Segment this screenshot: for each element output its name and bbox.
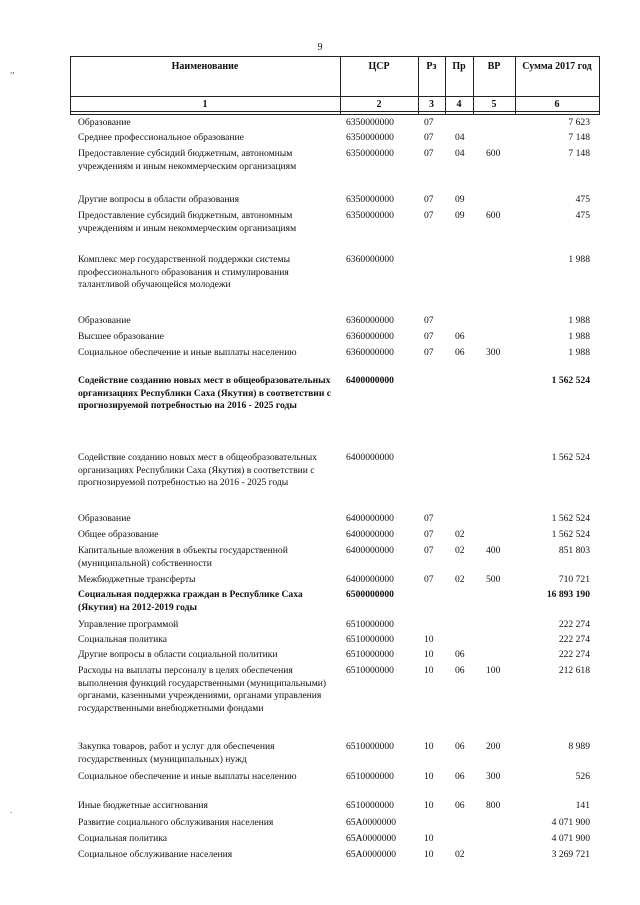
row-csr: 6350000000 — [346, 117, 394, 128]
row-rz: 07 — [424, 315, 434, 326]
row-csr: 6510000000 — [346, 771, 394, 782]
row-csr: 6350000000 — [346, 210, 394, 221]
row-rz: 10 — [424, 800, 434, 811]
row-sum: 212 618 — [558, 665, 590, 676]
row-sum: 1 988 — [568, 315, 590, 326]
row-rz: 10 — [424, 771, 434, 782]
row-sum: 710 721 — [558, 574, 590, 585]
row-sum: 851 803 — [558, 545, 590, 556]
row-sum: 1 988 — [568, 331, 590, 342]
row-rz: 07 — [424, 132, 434, 143]
column-number: 1 — [202, 99, 208, 110]
row-csr: 6400000000 — [346, 574, 394, 585]
row-pr: 09 — [455, 194, 465, 205]
column-number: 6 — [554, 99, 560, 110]
row-csr: 6360000000 — [346, 347, 394, 358]
row-name: Закупка товаров, работ и услуг для обеспечения государственных (муниципальных) нужд — [78, 741, 275, 765]
row-sum: 7 623 — [568, 117, 590, 128]
row-sum: 1 562 524 — [551, 452, 590, 463]
row-pr: 04 — [455, 132, 465, 143]
row-sum: 222 274 — [558, 619, 590, 630]
header-csr: ЦСР — [368, 61, 390, 72]
scan-mark: . — [10, 805, 13, 815]
row-name: Высшее образование — [78, 331, 164, 342]
row-sum: 1 562 524 — [551, 375, 590, 386]
row-name: Содействие созданию новых мест в общеобразовательных организациях Республики Саха (Якутия) в соответствии с прогнозируемой потребностью на 2016 - 2025 годы — [78, 452, 318, 489]
row-csr: 6400000000 — [346, 545, 394, 556]
row-name: Управление программой — [78, 619, 179, 630]
row-sum: 1 562 524 — [551, 513, 590, 524]
row-name: Расходы на выплаты персоналу в целях обеспечения выполнения функций государственными (муниципальными) органами, казенными учреждениями, органами управления государственными внебюджетными фондами — [78, 665, 327, 714]
row-csr: 6360000000 — [346, 254, 394, 265]
row-rz: 07 — [424, 513, 434, 524]
row-name: Предоставление субсидий бюджетным, автономным учреждениям и иным некоммерческим организациям — [78, 210, 297, 234]
row-rz: 10 — [424, 665, 434, 676]
header-pr: Пр — [452, 61, 466, 72]
row-csr: 65А0000000 — [346, 849, 397, 860]
row-name: Образование — [78, 315, 131, 326]
row-vr: 800 — [486, 800, 501, 811]
row-name: Социальное обеспечение и иные выплаты населению — [78, 771, 297, 782]
row-name: Содействие созданию новых мест в общеобразовательных организациях Республики Саха (Якутия) в соответствии с прогнозируемой потребностью на 2016 - 2025 годы — [78, 375, 331, 412]
row-csr: 65А0000000 — [346, 817, 397, 828]
row-rz: 07 — [424, 117, 434, 128]
row-pr: 02 — [455, 529, 465, 540]
row-name: Капитальные вложения в объекты государственной (муниципальной) собственности — [78, 545, 288, 569]
column-number: 3 — [429, 99, 434, 110]
row-rz: 07 — [424, 194, 434, 205]
row-sum: 8 989 — [568, 741, 590, 752]
row-name: Социальная политика — [78, 634, 167, 645]
row-name: Общее образование — [78, 529, 159, 540]
header-rz: Рз — [426, 61, 437, 72]
row-rz: 10 — [424, 741, 434, 752]
row-csr: 6400000000 — [346, 452, 394, 463]
row-name: Образование — [78, 117, 131, 128]
row-pr: 06 — [455, 347, 465, 358]
row-name: Социальная поддержка граждан в Республике Саха (Якутия) на 2012-2019 годы — [78, 589, 303, 613]
row-sum: 7 148 — [568, 132, 590, 143]
row-sum: 1 562 524 — [551, 529, 590, 540]
row-sum: 475 — [575, 194, 590, 205]
scan-mark: ,, — [10, 65, 15, 75]
row-rz: 07 — [424, 331, 434, 342]
row-vr: 300 — [486, 347, 501, 358]
row-name: Другие вопросы в области образования — [78, 194, 240, 205]
row-name: Социальное обслуживание населения — [78, 849, 233, 860]
row-rz: 07 — [424, 545, 434, 556]
row-name: Социальная политика — [78, 833, 167, 844]
row-csr: 6350000000 — [346, 194, 394, 205]
row-pr: 04 — [455, 148, 465, 159]
row-pr: 02 — [455, 574, 465, 585]
row-csr: 6510000000 — [346, 619, 394, 630]
row-pr: 02 — [455, 849, 465, 860]
row-csr: 6350000000 — [346, 148, 394, 159]
row-csr: 6350000000 — [346, 132, 394, 143]
row-pr: 06 — [455, 771, 465, 782]
row-sum: 3 269 721 — [551, 849, 590, 860]
row-pr: 06 — [455, 331, 465, 342]
row-csr: 6510000000 — [346, 665, 394, 676]
row-vr: 600 — [486, 148, 501, 159]
row-rz: 10 — [424, 634, 434, 645]
row-csr: 6510000000 — [346, 741, 394, 752]
page-number: 9 — [317, 42, 323, 53]
row-sum: 16 893 190 — [546, 589, 590, 600]
row-name: Межбюджетные трансферты — [78, 574, 196, 585]
row-sum: 526 — [575, 771, 590, 782]
row-vr: 100 — [486, 665, 501, 676]
row-csr: 6510000000 — [346, 649, 394, 660]
row-sum: 475 — [575, 210, 590, 221]
row-csr: 6510000000 — [346, 800, 394, 811]
row-rz: 07 — [424, 347, 434, 358]
row-vr: 500 — [486, 574, 501, 585]
row-name: Другие вопросы в области социальной политики — [78, 649, 278, 660]
row-pr: 09 — [455, 210, 465, 221]
row-pr: 06 — [455, 665, 465, 676]
row-rz: 10 — [424, 849, 434, 860]
row-name: Иные бюджетные ассигнования — [78, 800, 208, 811]
row-pr: 06 — [455, 741, 465, 752]
row-sum: 141 — [575, 800, 590, 811]
row-vr: 400 — [486, 545, 501, 556]
row-vr: 300 — [486, 771, 501, 782]
column-number-row — [70, 96, 600, 115]
row-sum: 4 071 900 — [551, 833, 590, 844]
row-pr: 06 — [455, 649, 465, 660]
header-name: Наименование — [171, 61, 239, 72]
row-pr: 06 — [455, 800, 465, 811]
row-rz: 07 — [424, 529, 434, 540]
header-sum: Сумма 2017 год — [522, 61, 592, 72]
row-csr: 65А0000000 — [346, 833, 397, 844]
row-sum: 222 274 — [558, 634, 590, 645]
column-number: 5 — [491, 99, 497, 110]
row-name: Комплекс мер государственной поддержки системы профессионального образования и стимулирования талантливой обучающейся молодежи — [78, 254, 291, 291]
row-pr: 02 — [455, 545, 465, 556]
row-sum: 4 071 900 — [551, 817, 590, 828]
row-rz: 10 — [424, 649, 434, 660]
row-csr: 6400000000 — [346, 375, 394, 386]
row-rz: 10 — [424, 833, 434, 844]
header-vr: ВР — [487, 61, 501, 72]
row-rz: 07 — [424, 574, 434, 585]
column-number: 2 — [376, 99, 382, 110]
row-csr: 6500000000 — [346, 589, 394, 600]
row-name: Развитие социального обслуживания населения — [78, 817, 274, 828]
row-rz: 07 — [424, 148, 434, 159]
row-name: Образование — [78, 513, 131, 524]
row-sum: 7 148 — [568, 148, 590, 159]
row-vr: 200 — [486, 741, 501, 752]
row-csr: 6360000000 — [346, 331, 394, 342]
row-name: Социальное обеспечение и иные выплаты населению — [78, 347, 297, 358]
row-name: Среднее профессиональное образование — [78, 132, 244, 143]
row-name: Предоставление субсидий бюджетным, автономным учреждениям и иным некоммерческим организациям — [78, 148, 297, 172]
column-number: 4 — [456, 99, 462, 110]
row-sum: 1 988 — [568, 347, 590, 358]
row-csr: 6400000000 — [346, 513, 394, 524]
row-sum: 222 274 — [558, 649, 590, 660]
row-vr: 600 — [486, 210, 501, 221]
row-csr: 6510000000 — [346, 634, 394, 645]
row-csr: 6360000000 — [346, 315, 394, 326]
row-sum: 1 988 — [568, 254, 590, 265]
row-csr: 6400000000 — [346, 529, 394, 540]
row-rz: 07 — [424, 210, 434, 221]
